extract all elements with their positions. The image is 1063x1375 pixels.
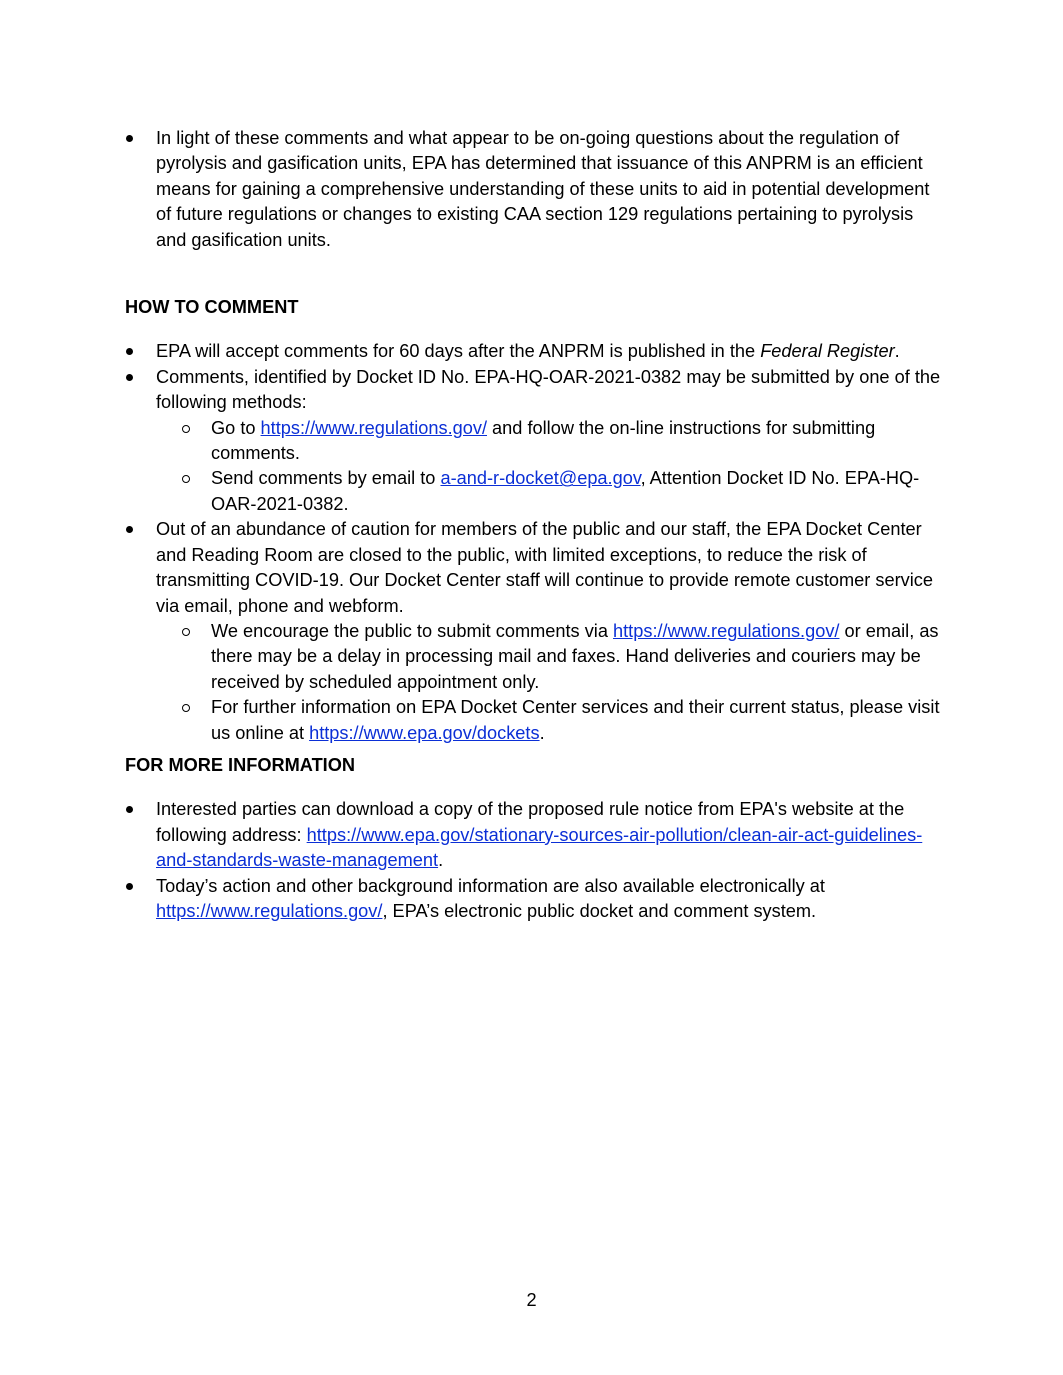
download-notice-text: Interested parties can download a copy of the proposed rule notice from EPA's website at the following address:: [156, 799, 905, 845]
epa-waste-management-link[interactable]: https://www.epa.gov/stationary-sources-air-pollution/clean-air-act-guidelines-and-standards-waste-management: [156, 824, 923, 871]
list-item: [125, 517, 945, 746]
covid-notice-sublist: [156, 619, 945, 746]
sub-list-item: [156, 619, 945, 695]
comment-period-text: EPA will accept comments for 60 days after the ANPRM is published in the: [156, 341, 761, 362]
how-to-comment-list: [125, 339, 945, 746]
covid-notice-text: Out of an abundance of caution for members of the public and our staff, the EPA Docket Center and Reading Room are closed to the public, with limited exceptions, to reduce the risk of transmitting COVID-19. Our Docket Center staff will continue to provide remote customer service via email, phone and webform.: [156, 519, 933, 616]
sublist-text: .: [539, 722, 545, 743]
section-heading-more-info: FOR MORE INFORMATION: [125, 754, 356, 775]
sublist-text: and follow the on-line instructions for submitting comments.: [211, 417, 876, 464]
download-notice-end: .: [438, 850, 444, 871]
background-info-end: , EPA’s electronic public docket and comment system.: [382, 900, 817, 921]
list-item: [125, 126, 945, 253]
sublist-text: We encourage the public to submit comments via: [211, 620, 614, 641]
sub-list-item: [156, 416, 945, 467]
federal-register-italic: Federal Register: [760, 341, 895, 362]
submission-methods-sublist: [156, 416, 945, 518]
list-item: [125, 339, 945, 364]
sublist-text: , Attention Docket ID No. EPA-HQ-OAR-2021-0382.: [211, 468, 920, 514]
more-info-list: [125, 797, 945, 924]
regulations-gov-link[interactable]: https://www.regulations.gov/: [156, 900, 383, 921]
submission-methods-text: Comments, identified by Docket ID No. EPA-HQ-OAR-2021-0382 may be submitted by one of the following methods:: [156, 366, 941, 413]
list-item: [125, 874, 945, 925]
spacer: [125, 746, 945, 753]
intro-bullet-list: [125, 126, 945, 253]
spacer: [125, 253, 945, 295]
sub-list-item: [156, 466, 945, 517]
sublist-text: or email, as there may be a delay in processing mail and faxes. Hand deliveries and couriers may be received by scheduled appointment only.: [211, 620, 939, 692]
list-item: [125, 797, 945, 873]
sublist-text: Send comments by email to: [211, 468, 441, 489]
section-heading-how-to-comment: HOW TO COMMENT: [125, 297, 299, 318]
page-number: 2: [526, 1290, 537, 1310]
docket-email-link[interactable]: a-and-r-docket@epa.gov: [440, 468, 641, 489]
spacer: [125, 320, 945, 339]
spacer: [125, 778, 945, 797]
page-content: [125, 126, 945, 924]
sublist-text: For further information on EPA Docket Center services and their current status, please visit us online at: [211, 697, 940, 743]
epa-dockets-link[interactable]: https://www.epa.gov/dockets: [309, 722, 540, 743]
background-info-text: Today’s action and other background information are also available electronically at: [156, 875, 825, 896]
regulations-gov-link[interactable]: https://www.regulations.gov/: [613, 620, 840, 641]
regulations-gov-link[interactable]: https://www.regulations.gov/: [260, 417, 487, 438]
comment-period-end: .: [894, 341, 900, 362]
intro-bullet-text: In light of these comments and what appear to be on-going questions about the regulation of pyrolysis and gasification units, EPA has determined that issuance of this ANPRM is an efficient means for gaining a comprehensive understanding of these units to aid in potential development of future regulations or changes to existing CAA section 129 regulations pertaining to pyrolysis and gasification units.: [156, 128, 930, 250]
sublist-text: Go to: [211, 417, 261, 438]
list-item: [125, 365, 945, 517]
sub-list-item: [156, 695, 945, 746]
